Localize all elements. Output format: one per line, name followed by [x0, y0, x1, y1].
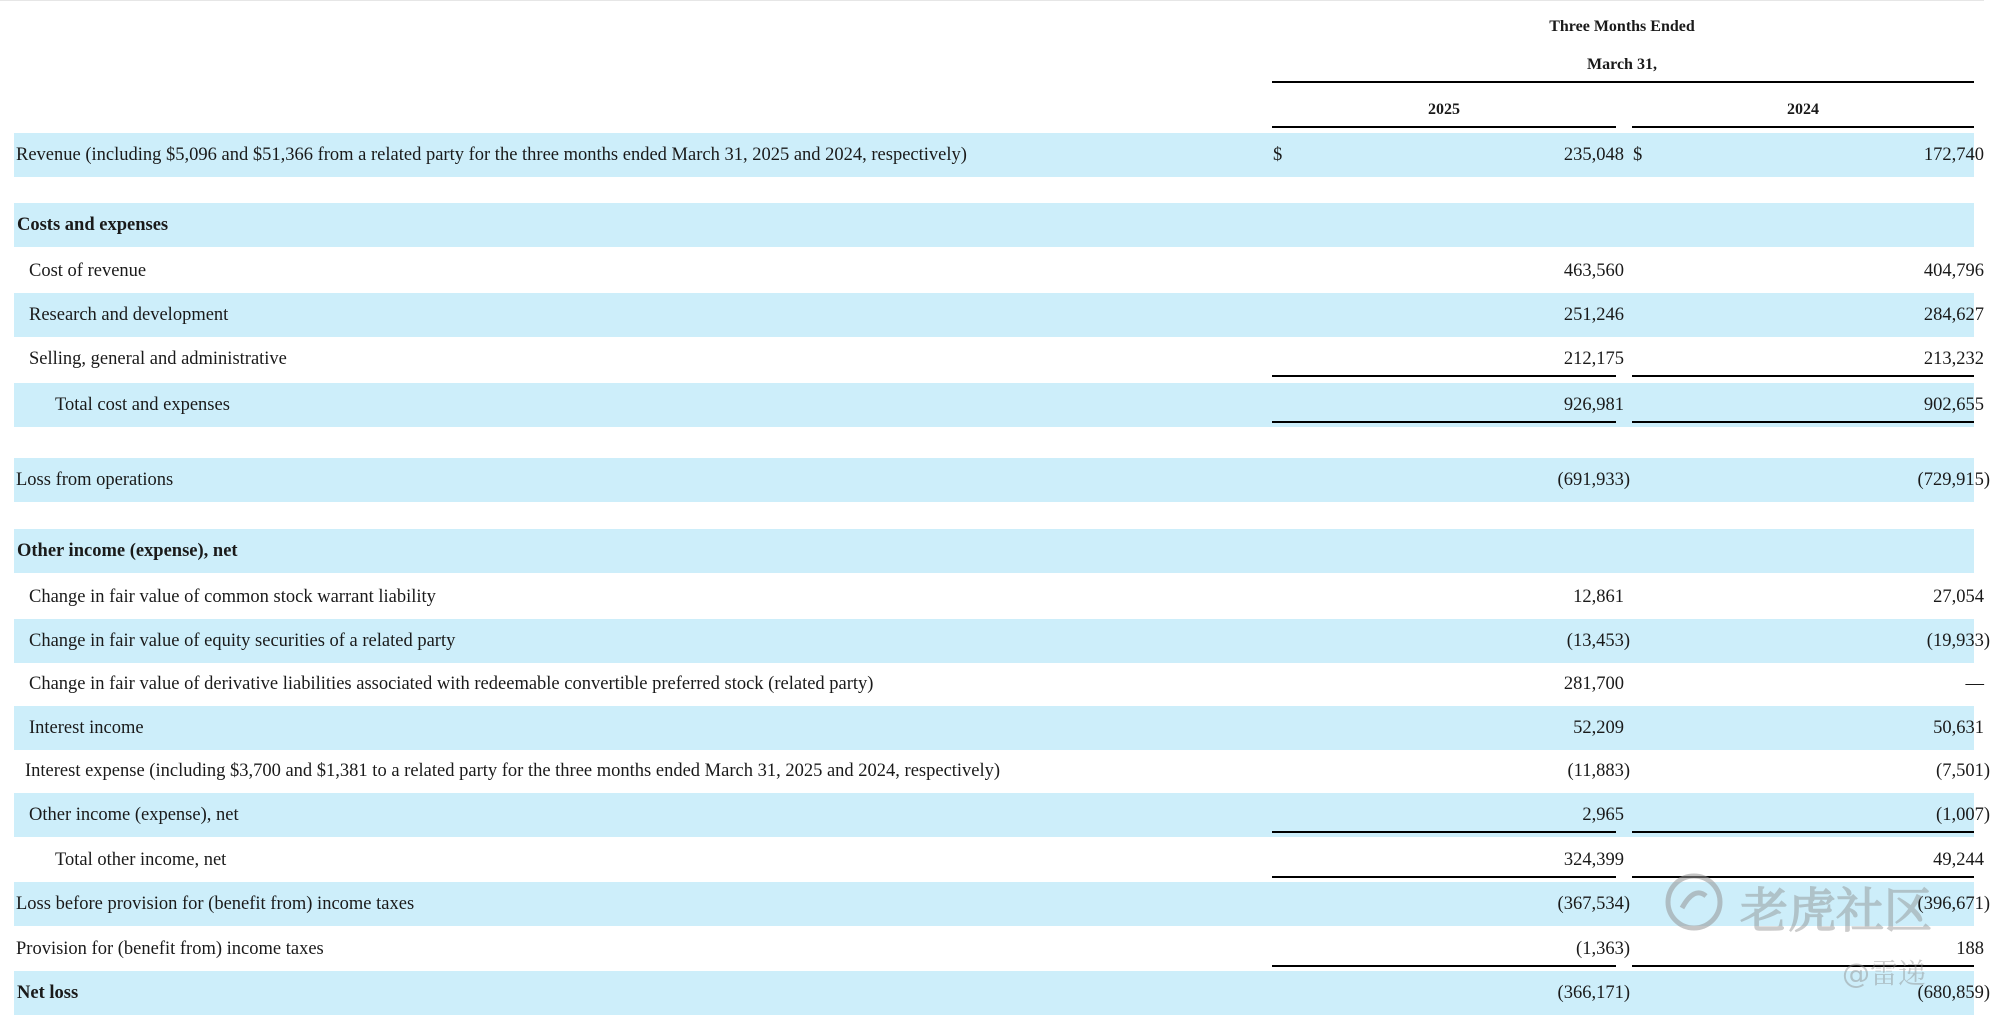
row-label: Change in fair value of equity securities of a related party: [29, 631, 456, 651]
row-label: Net loss: [17, 983, 79, 1003]
watermark-handle: @雷递: [1842, 957, 1927, 990]
row-label: Research and development: [29, 305, 229, 325]
row-label: Loss before provision for (benefit from) income taxes: [16, 894, 415, 914]
subtotal-rule: [1272, 375, 1616, 377]
table-row: [14, 971, 1990, 1015]
year-2024-rule: [1632, 126, 1974, 128]
value-2024: 50,631: [1933, 718, 1984, 738]
table-row: [14, 662, 1984, 706]
row-label: Loss from operations: [16, 470, 174, 490]
subtotal-rule: [1632, 375, 1974, 377]
period-header-line1: Three Months Ended: [1549, 18, 1695, 35]
value-2024: (680,859): [1917, 983, 1990, 1003]
row-label: Cost of revenue: [29, 261, 147, 281]
year-2025-rule: [1272, 126, 1616, 128]
value-2024: —: [1965, 674, 1984, 694]
value-2025: 52,209: [1573, 718, 1624, 738]
row-label: Change in fair value of derivative liabilities associated with redeemable convertible preferred stock (related party): [29, 674, 874, 694]
value-2024: 902,655: [1923, 395, 1984, 415]
row-label: Interest income: [29, 718, 144, 738]
value-2024: (19,933): [1926, 631, 1990, 651]
value-2024: 213,232: [1923, 349, 1984, 369]
year-2025-header: 2025: [1428, 101, 1460, 118]
value-2024: (396,671): [1917, 894, 1990, 914]
value-2025: (1,363): [1576, 939, 1630, 959]
value-2024: 172,740: [1923, 145, 1984, 165]
total-rule: [1272, 421, 1616, 423]
value-2025: (11,883): [1567, 761, 1630, 781]
subtotal-rule: [1272, 831, 1616, 833]
row-label: Provision for (benefit from) income taxes: [16, 939, 324, 959]
value-2025: (367,534): [1557, 894, 1630, 914]
value-2025: 235,048: [1563, 145, 1624, 165]
value-2025: (13,453): [1566, 631, 1630, 651]
section-heading: Other income (expense), net: [17, 541, 238, 561]
watermark-logo-icon: [1664, 872, 1724, 932]
row-label: Other income (expense), net: [29, 805, 239, 825]
currency-symbol: $: [1273, 145, 1283, 165]
period-header-line2: March 31,: [1587, 56, 1657, 73]
row-label: Total other income, net: [55, 850, 227, 870]
row-label: Revenue (including $5,096 and $51,366 from a related party for the three months ended March 31, 2025 and 2024, respectively): [16, 145, 967, 165]
table-row: [14, 619, 1990, 663]
value-2025: (691,933): [1557, 470, 1630, 490]
table-row: [14, 458, 1990, 502]
table-row: [14, 749, 1990, 793]
value-2025: 281,700: [1563, 674, 1624, 694]
currency-symbol: $: [1633, 145, 1643, 165]
value-2024: (729,915): [1917, 470, 1990, 490]
value-2024: 284,627: [1923, 305, 1984, 325]
value-2024: (1,007): [1936, 805, 1990, 825]
value-2025: 212,175: [1563, 349, 1624, 369]
value-2024: 404,796: [1923, 261, 1984, 281]
value-2025: 324,399: [1563, 850, 1624, 870]
value-2025: 251,246: [1563, 305, 1624, 325]
row-label: Change in fair value of common stock warrant liability: [29, 587, 436, 607]
row-label: Selling, general and administrative: [29, 349, 287, 369]
subtotal-rule: [1632, 831, 1974, 833]
table-row: [14, 575, 1984, 619]
value-2024: 27,054: [1933, 587, 1984, 607]
header-rule: [1272, 81, 1974, 83]
section-heading-row: [14, 529, 1974, 573]
year-2024-header: 2024: [1787, 101, 1819, 118]
table-row: [14, 249, 1984, 293]
total-rule: [1632, 421, 1974, 423]
section-heading-row: [14, 203, 1974, 247]
value-2024: 49,244: [1933, 850, 1984, 870]
total-rule: [1272, 876, 1616, 878]
table-row: [14, 293, 1984, 337]
value-2025: 463,560: [1563, 261, 1624, 281]
row-label: Total cost and expenses: [55, 395, 230, 415]
row-label: Interest expense (including $3,700 and $1,381 to a related party for the three months ended March 31, 2025 and 2024, respectively): [25, 761, 1001, 781]
table-row: [14, 133, 1984, 177]
value-2024: 188: [1956, 939, 1984, 959]
total-rule: [1272, 965, 1616, 967]
watermark-brand: 老虎社区: [1740, 883, 1933, 939]
section-heading: Costs and expenses: [17, 215, 169, 235]
value-2025: 2,965: [1582, 805, 1624, 825]
table-row: [14, 706, 1984, 750]
value-2025: (366,171): [1557, 983, 1630, 1003]
top-border: [0, 0, 1984, 1]
value-2025: 926,981: [1563, 395, 1624, 415]
value-2024: (7,501): [1936, 761, 1990, 781]
value-2025: 12,861: [1573, 587, 1624, 607]
